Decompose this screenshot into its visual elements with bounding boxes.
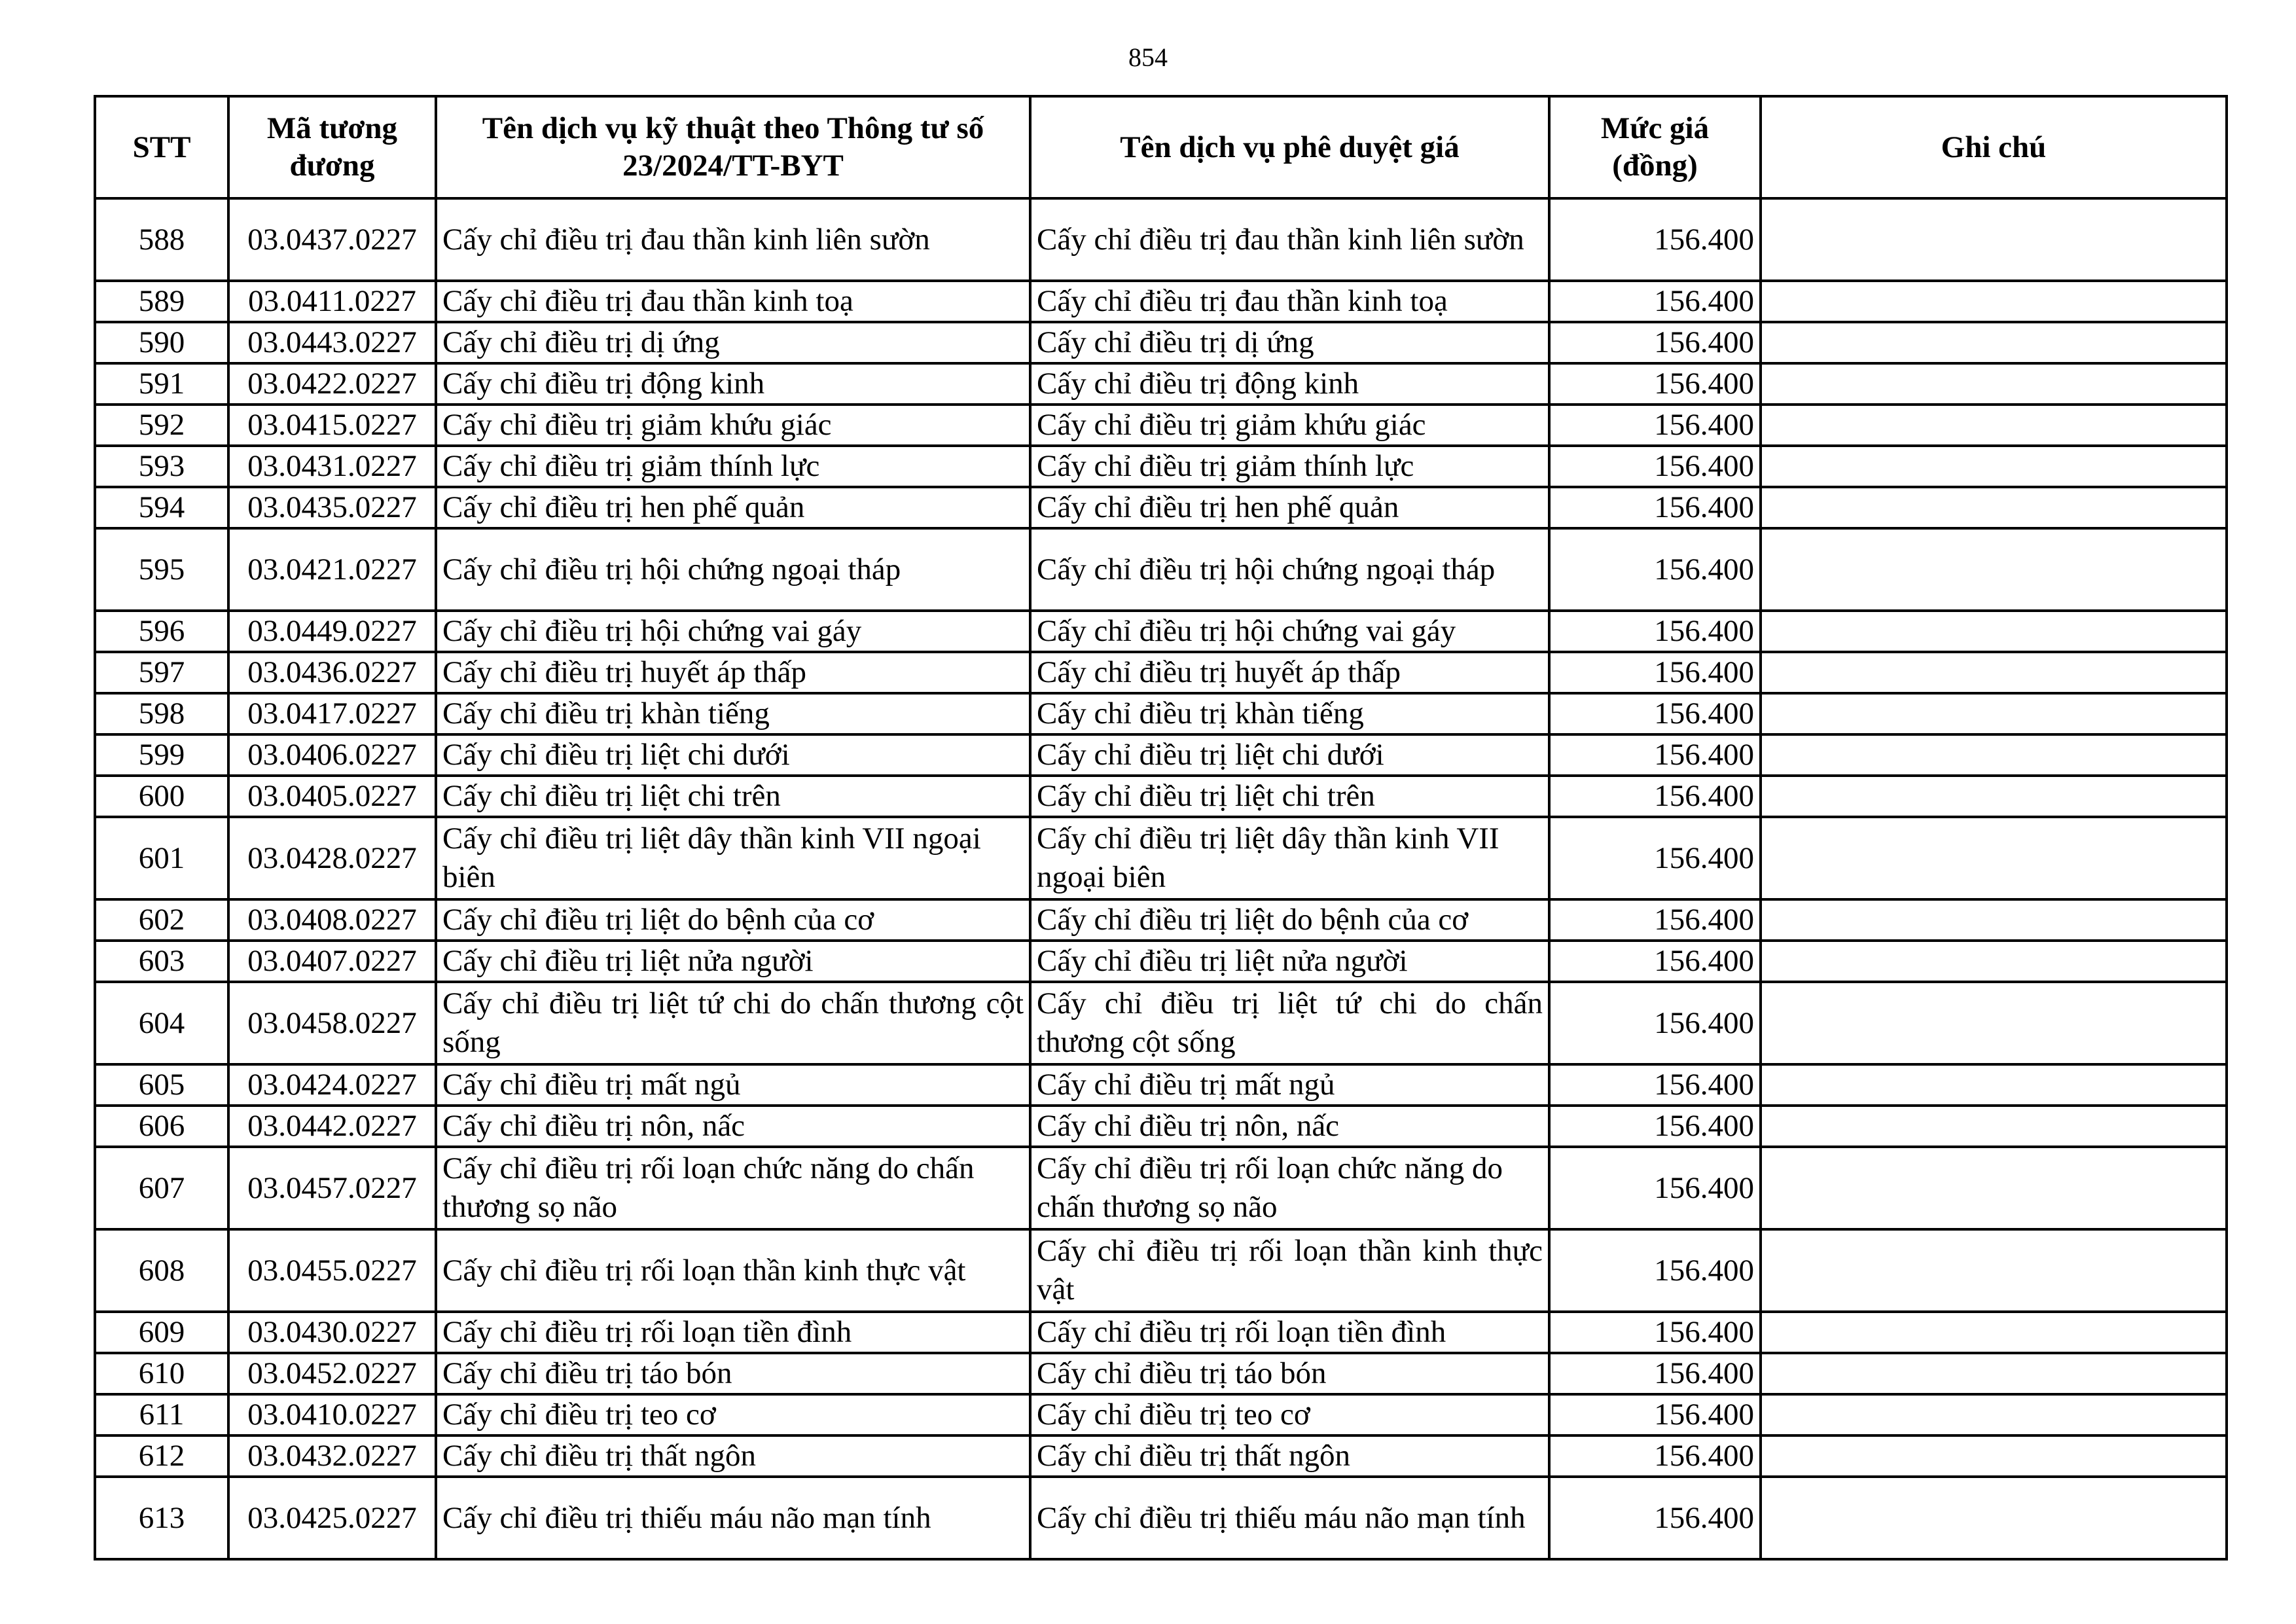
table-row <box>95 941 2227 982</box>
cell-price: 156.400 <box>1549 528 1761 611</box>
cell-approved-name: Cấy chỉ điều trị hội chứng vai gáy <box>1030 611 1549 652</box>
table-row <box>95 1312 2227 1353</box>
table-row <box>95 693 2227 734</box>
cell-code: 03.0452.0227 <box>228 1353 436 1394</box>
cell-code: 03.0435.0227 <box>228 487 436 528</box>
cell-approved-name: Cấy chỉ điều trị liệt chi dưới <box>1030 734 1549 776</box>
cell-note <box>1761 322 2227 363</box>
table-row <box>95 1353 2227 1394</box>
cell-note <box>1761 899 2227 941</box>
cell-service-name: Cấy chỉ điều trị dị ứng <box>436 322 1030 363</box>
cell-code: 03.0407.0227 <box>228 941 436 982</box>
cell-price: 156.400 <box>1549 1229 1761 1312</box>
cell-price: 156.400 <box>1549 1353 1761 1394</box>
cell-note <box>1761 1106 2227 1147</box>
cell-note <box>1761 1477 2227 1559</box>
cell-code: 03.0422.0227 <box>228 363 436 405</box>
cell-service-name: Cấy chỉ điều trị liệt nửa người <box>436 941 1030 982</box>
table-row <box>95 982 2227 1064</box>
table-row <box>95 734 2227 776</box>
cell-approved-name: Cấy chỉ điều trị thất ngôn <box>1030 1435 1549 1477</box>
cell-stt: 608 <box>95 1229 228 1312</box>
cell-price: 156.400 <box>1549 652 1761 693</box>
cell-note <box>1761 1394 2227 1435</box>
cell-approved-name: Cấy chỉ điều trị rối loạn chức năng do chấn thương sọ não <box>1030 1147 1549 1229</box>
cell-stt: 594 <box>95 487 228 528</box>
cell-code: 03.0436.0227 <box>228 652 436 693</box>
cell-note <box>1761 1435 2227 1477</box>
cell-note <box>1761 1064 2227 1106</box>
page-number: 854 <box>1128 43 1168 72</box>
cell-price: 156.400 <box>1549 1064 1761 1106</box>
cell-approved-name: Cấy chỉ điều trị rối loạn tiền đình <box>1030 1312 1549 1353</box>
cell-service-name: Cấy chỉ điều trị liệt tứ chi do chấn thương cột sống <box>436 982 1030 1064</box>
cell-note <box>1761 487 2227 528</box>
table-row <box>95 322 2227 363</box>
cell-stt: 597 <box>95 652 228 693</box>
cell-price: 156.400 <box>1549 982 1761 1064</box>
cell-service-name: Cấy chỉ điều trị giảm thính lực <box>436 446 1030 487</box>
cell-stt: 611 <box>95 1394 228 1435</box>
cell-code: 03.0417.0227 <box>228 693 436 734</box>
cell-service-name: Cấy chỉ điều trị teo cơ <box>436 1394 1030 1435</box>
cell-code: 03.0457.0227 <box>228 1147 436 1229</box>
cell-code: 03.0410.0227 <box>228 1394 436 1435</box>
table-row <box>95 899 2227 941</box>
cell-note <box>1761 982 2227 1064</box>
cell-code: 03.0455.0227 <box>228 1229 436 1312</box>
cell-service-name: Cấy chỉ điều trị táo bón <box>436 1353 1030 1394</box>
cell-code: 03.0421.0227 <box>228 528 436 611</box>
cell-stt: 589 <box>95 281 228 322</box>
cell-approved-name: Cấy chỉ điều trị giảm khứu giác <box>1030 405 1549 446</box>
table-header-row <box>95 96 2227 198</box>
cell-code: 03.0432.0227 <box>228 1435 436 1477</box>
cell-approved-name: Cấy chỉ điều trị liệt do bệnh của cơ <box>1030 899 1549 941</box>
cell-service-name: Cấy chỉ điều trị thất ngôn <box>436 1435 1030 1477</box>
cell-service-name: Cấy chỉ điều trị mất ngủ <box>436 1064 1030 1106</box>
cell-note <box>1761 1229 2227 1312</box>
cell-note <box>1761 446 2227 487</box>
cell-stt: 607 <box>95 1147 228 1229</box>
cell-price: 156.400 <box>1549 941 1761 982</box>
cell-note <box>1761 1147 2227 1229</box>
cell-stt: 613 <box>95 1477 228 1559</box>
cell-stt: 595 <box>95 528 228 611</box>
cell-stt: 603 <box>95 941 228 982</box>
cell-note <box>1761 281 2227 322</box>
cell-approved-name: Cấy chỉ điều trị giảm thính lực <box>1030 446 1549 487</box>
table-row <box>95 1106 2227 1147</box>
header-code: Mã tương đương <box>228 96 436 198</box>
table-row <box>95 281 2227 322</box>
cell-note <box>1761 652 2227 693</box>
header-note: Ghi chú <box>1761 96 2227 198</box>
cell-stt: 601 <box>95 817 228 899</box>
cell-service-name: Cấy chỉ điều trị giảm khứu giác <box>436 405 1030 446</box>
table-row <box>95 1394 2227 1435</box>
cell-stt: 602 <box>95 899 228 941</box>
cell-price: 156.400 <box>1549 1477 1761 1559</box>
cell-note <box>1761 198 2227 281</box>
cell-price: 156.400 <box>1549 1394 1761 1435</box>
cell-approved-name: Cấy chỉ điều trị thiếu máu não mạn tính <box>1030 1477 1549 1559</box>
cell-note <box>1761 528 2227 611</box>
cell-price: 156.400 <box>1549 693 1761 734</box>
table-row <box>95 446 2227 487</box>
cell-approved-name: Cấy chỉ điều trị teo cơ <box>1030 1394 1549 1435</box>
cell-stt: 610 <box>95 1353 228 1394</box>
cell-service-name: Cấy chỉ điều trị rối loạn tiền đình <box>436 1312 1030 1353</box>
cell-approved-name: Cấy chỉ điều trị rối loạn thần kinh thực vật <box>1030 1229 1549 1312</box>
cell-price: 156.400 <box>1549 487 1761 528</box>
cell-service-name: Cấy chỉ điều trị đau thần kinh toạ <box>436 281 1030 322</box>
cell-code: 03.0449.0227 <box>228 611 436 652</box>
cell-note <box>1761 1312 2227 1353</box>
cell-approved-name: Cấy chỉ điều trị hội chứng ngoại tháp <box>1030 528 1549 611</box>
price-table <box>94 95 2228 1561</box>
table-row <box>95 776 2227 817</box>
cell-approved-name: Cấy chỉ điều trị nôn, nấc <box>1030 1106 1549 1147</box>
cell-note <box>1761 941 2227 982</box>
cell-service-name: Cấy chỉ điều trị khàn tiếng <box>436 693 1030 734</box>
cell-code: 03.0415.0227 <box>228 405 436 446</box>
cell-code: 03.0442.0227 <box>228 1106 436 1147</box>
cell-service-name: Cấy chỉ điều trị huyết áp thấp <box>436 652 1030 693</box>
cell-price: 156.400 <box>1549 322 1761 363</box>
cell-approved-name: Cấy chỉ điều trị liệt nửa người <box>1030 941 1549 982</box>
cell-stt: 605 <box>95 1064 228 1106</box>
cell-stt: 598 <box>95 693 228 734</box>
cell-price: 156.400 <box>1549 446 1761 487</box>
cell-service-name: Cấy chỉ điều trị rối loạn thần kinh thực vật <box>436 1229 1030 1312</box>
cell-service-name: Cấy chỉ điều trị hội chứng ngoại tháp <box>436 528 1030 611</box>
cell-service-name: Cấy chỉ điều trị hen phế quản <box>436 487 1030 528</box>
cell-note <box>1761 817 2227 899</box>
cell-note <box>1761 734 2227 776</box>
cell-stt: 604 <box>95 982 228 1064</box>
cell-stt: 609 <box>95 1312 228 1353</box>
cell-approved-name: Cấy chỉ điều trị dị ứng <box>1030 322 1549 363</box>
table-row <box>95 1229 2227 1312</box>
cell-approved-name: Cấy chỉ điều trị đau thần kinh toạ <box>1030 281 1549 322</box>
cell-note <box>1761 405 2227 446</box>
header-stt: STT <box>95 96 228 198</box>
cell-approved-name: Cấy chỉ điều trị táo bón <box>1030 1353 1549 1394</box>
cell-service-name: Cấy chỉ điều trị nôn, nấc <box>436 1106 1030 1147</box>
header-price: Mức giá (đồng) <box>1549 96 1761 198</box>
cell-stt: 599 <box>95 734 228 776</box>
cell-approved-name: Cấy chỉ điều trị liệt tứ chi do chấn thương cột sống <box>1030 982 1549 1064</box>
table-row <box>95 1064 2227 1106</box>
cell-service-name: Cấy chỉ điều trị liệt dây thần kinh VII ngoại biên <box>436 817 1030 899</box>
cell-code: 03.0408.0227 <box>228 899 436 941</box>
cell-stt: 600 <box>95 776 228 817</box>
cell-code: 03.0425.0227 <box>228 1477 436 1559</box>
cell-code: 03.0406.0227 <box>228 734 436 776</box>
table-row <box>95 1435 2227 1477</box>
cell-stt: 593 <box>95 446 228 487</box>
cell-service-name: Cấy chỉ điều trị đau thần kinh liên sườn <box>436 198 1030 281</box>
cell-service-name: Cấy chỉ điều trị động kinh <box>436 363 1030 405</box>
cell-price: 156.400 <box>1549 1106 1761 1147</box>
table-row <box>95 528 2227 611</box>
cell-code: 03.0431.0227 <box>228 446 436 487</box>
cell-price: 156.400 <box>1549 1435 1761 1477</box>
cell-approved-name: Cấy chỉ điều trị hen phế quản <box>1030 487 1549 528</box>
cell-stt: 596 <box>95 611 228 652</box>
table-row <box>95 611 2227 652</box>
table-row <box>95 817 2227 899</box>
cell-service-name: Cấy chỉ điều trị liệt do bệnh của cơ <box>436 899 1030 941</box>
cell-service-name: Cấy chỉ điều trị rối loạn chức năng do chấn thương sọ não <box>436 1147 1030 1229</box>
cell-code: 03.0424.0227 <box>228 1064 436 1106</box>
cell-stt: 612 <box>95 1435 228 1477</box>
cell-approved-name: Cấy chỉ điều trị động kinh <box>1030 363 1549 405</box>
table-row <box>95 363 2227 405</box>
cell-price: 156.400 <box>1549 1147 1761 1229</box>
cell-price: 156.400 <box>1549 363 1761 405</box>
cell-service-name: Cấy chỉ điều trị hội chứng vai gáy <box>436 611 1030 652</box>
header-approved-name: Tên dịch vụ phê duyệt giá <box>1030 96 1549 198</box>
cell-code: 03.0430.0227 <box>228 1312 436 1353</box>
cell-note <box>1761 1353 2227 1394</box>
table-row <box>95 487 2227 528</box>
cell-service-name: Cấy chỉ điều trị thiếu máu não mạn tính <box>436 1477 1030 1559</box>
cell-code: 03.0405.0227 <box>228 776 436 817</box>
cell-price: 156.400 <box>1549 817 1761 899</box>
cell-price: 156.400 <box>1549 776 1761 817</box>
cell-stt: 591 <box>95 363 228 405</box>
table-row <box>95 1147 2227 1229</box>
cell-stt: 590 <box>95 322 228 363</box>
cell-stt: 606 <box>95 1106 228 1147</box>
cell-service-name: Cấy chỉ điều trị liệt chi trên <box>436 776 1030 817</box>
cell-code: 03.0411.0227 <box>228 281 436 322</box>
cell-note <box>1761 611 2227 652</box>
cell-price: 156.400 <box>1549 734 1761 776</box>
table-row <box>95 405 2227 446</box>
cell-note <box>1761 776 2227 817</box>
cell-approved-name: Cấy chỉ điều trị liệt dây thần kinh VII ngoại biên <box>1030 817 1549 899</box>
table-row <box>95 198 2227 281</box>
cell-stt: 592 <box>95 405 228 446</box>
table-row <box>95 1477 2227 1559</box>
cell-code: 03.0428.0227 <box>228 817 436 899</box>
cell-price: 156.400 <box>1549 405 1761 446</box>
cell-code: 03.0458.0227 <box>228 982 436 1064</box>
cell-price: 156.400 <box>1549 611 1761 652</box>
cell-approved-name: Cấy chỉ điều trị khàn tiếng <box>1030 693 1549 734</box>
cell-stt: 588 <box>95 198 228 281</box>
cell-price: 156.400 <box>1549 899 1761 941</box>
cell-code: 03.0443.0227 <box>228 322 436 363</box>
cell-price: 156.400 <box>1549 1312 1761 1353</box>
cell-approved-name: Cấy chỉ điều trị huyết áp thấp <box>1030 652 1549 693</box>
cell-approved-name: Cấy chỉ điều trị mất ngủ <box>1030 1064 1549 1106</box>
cell-price: 156.400 <box>1549 198 1761 281</box>
cell-service-name: Cấy chỉ điều trị liệt chi dưới <box>436 734 1030 776</box>
header-service-name: Tên dịch vụ kỹ thuật theo Thông tư số 23/2024/TT-BYT <box>436 96 1030 198</box>
cell-note <box>1761 693 2227 734</box>
cell-note <box>1761 363 2227 405</box>
cell-price: 156.400 <box>1549 281 1761 322</box>
cell-approved-name: Cấy chỉ điều trị liệt chi trên <box>1030 776 1549 817</box>
cell-approved-name: Cấy chỉ điều trị đau thần kinh liên sườn <box>1030 198 1549 281</box>
table-row <box>95 652 2227 693</box>
cell-code: 03.0437.0227 <box>228 198 436 281</box>
